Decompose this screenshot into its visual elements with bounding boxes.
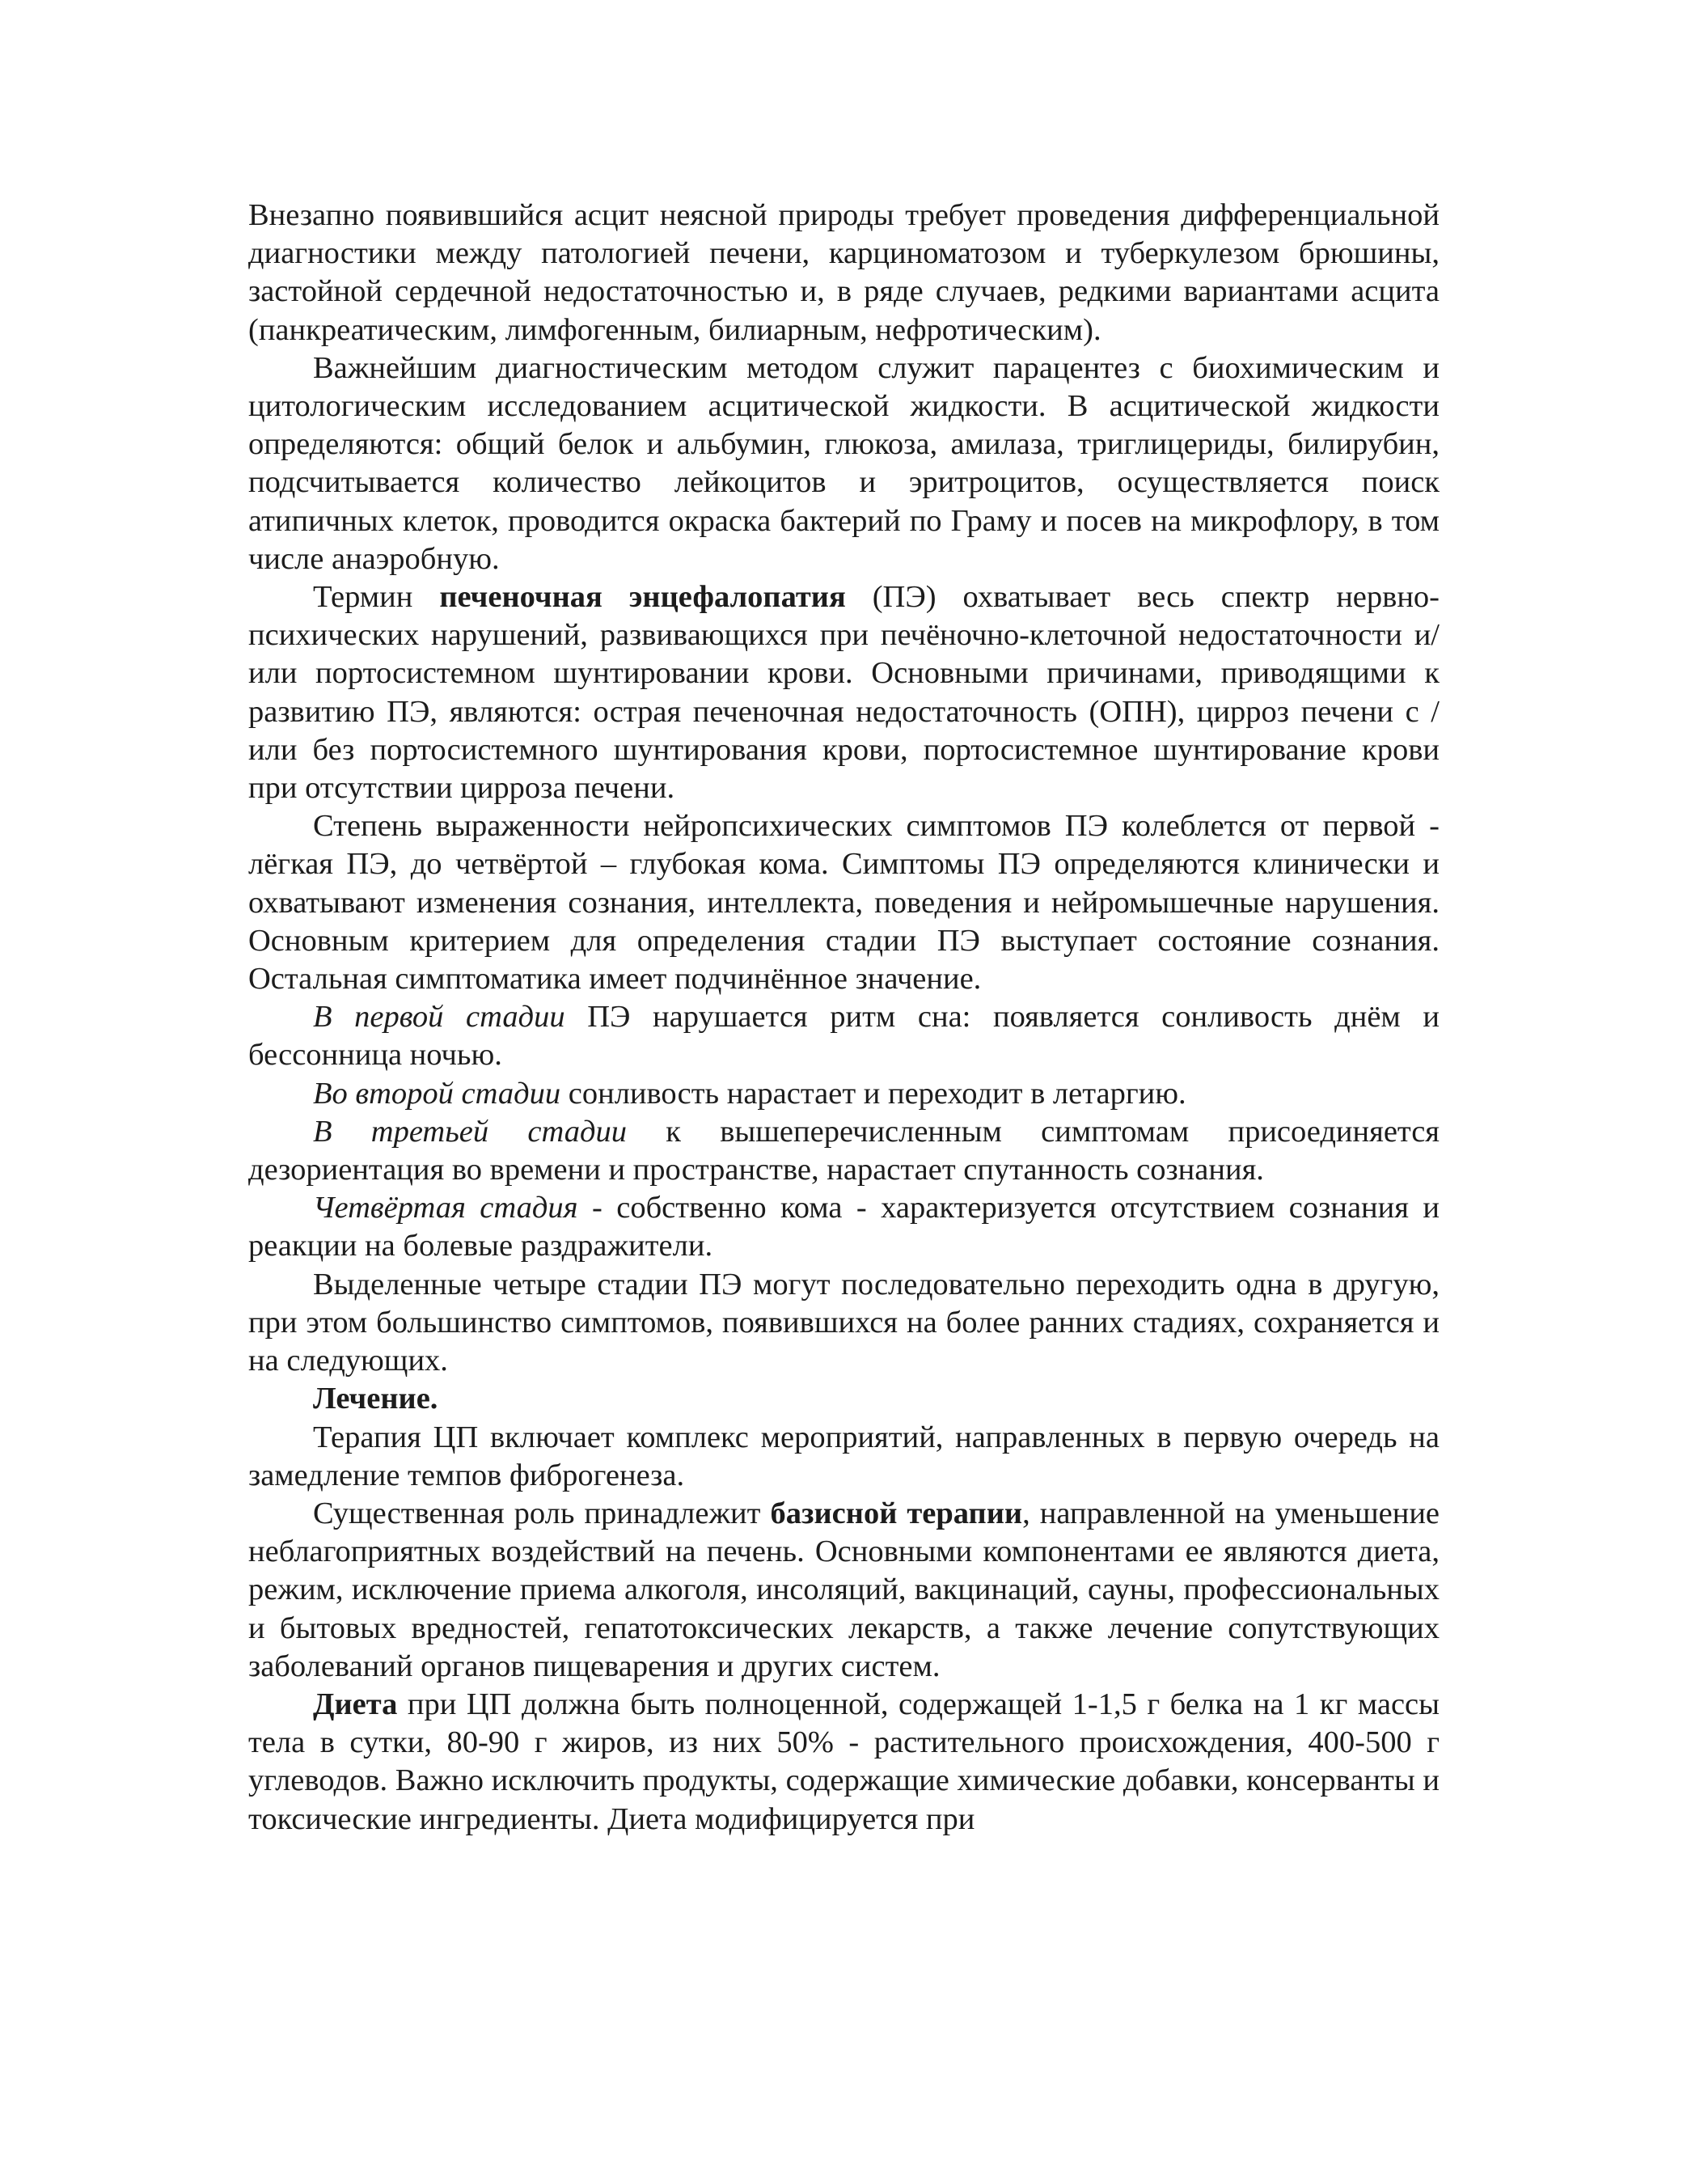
paragraph-therapy-overview bbox=[248, 1419, 1440, 1495]
paragraph-diet bbox=[248, 1686, 1440, 1839]
paragraph-text: при ЦП должна быть полноценной, содержащей 1-1,5 г белка на 1 кг массы тела в сутки, 80-90 г жиров, из них 50% - растительного происхождения, 400-500 г углеводов. Важно исключить продукты, содержащие химические добавки, консерванты и токсические ингредиенты. Диета модифицируется при bbox=[248, 1687, 1440, 1836]
paragraph-text: Выделенные четыре стадии ПЭ могут последовательно переходить одна в другую, при этом большинство симптомов, появившихся на более ранних стадиях, сохраняется и на следующих. bbox=[248, 1267, 1440, 1378]
paragraph-text: Существенная роль принадлежит bbox=[313, 1496, 771, 1530]
paragraph-stage-two bbox=[248, 1075, 1440, 1113]
paragraph-stage-four bbox=[248, 1189, 1440, 1265]
paragraph-text: к вышеперечисленным симптомам присоединяется дезориентация во времени и пространстве, нарастает спутанность сознания. bbox=[248, 1114, 1440, 1187]
paragraph-basic-therapy bbox=[248, 1495, 1440, 1686]
italic-stage-label: В третьей стадии bbox=[313, 1114, 627, 1149]
paragraph-text: сонливость нарастает и переходит в летаргию. bbox=[560, 1076, 1186, 1111]
paragraph-he-severity bbox=[248, 807, 1440, 998]
paragraph-text: , направленной на уменьшение неблагоприятных воздействий на печень. Основными компонентами ее являются диета, режим, исключение приема алкоголя, инсоляций, вакцинаций, сауны, профессиональных и бытовых вредностей, гепатотоксических лекарств, а также лечение сопутствующих заболеваний органов пищеварения и других систем. bbox=[248, 1496, 1440, 1683]
paragraph-stage-one bbox=[248, 998, 1440, 1074]
paragraph-text: Терапия ЦП включает комплекс мероприятий, направленных в первую очередь на замедление темпов фиброгенеза. bbox=[248, 1420, 1440, 1492]
paragraph-ascites-differential bbox=[248, 197, 1440, 349]
paragraph-text: - собственно кома - характеризуется отсутствием сознания и реакции на болевые раздражители. bbox=[248, 1191, 1440, 1263]
bold-term: Диета bbox=[313, 1687, 398, 1721]
italic-stage-label: В первой стадии bbox=[313, 1000, 565, 1035]
paragraph-stage-three bbox=[248, 1113, 1440, 1189]
paragraph-paracentesis bbox=[248, 349, 1440, 578]
paragraph-text: Внезапно появившийся асцит неясной природы требует проведения дифференциальной диагностики между патологией печени, карциноматозом и туберкулезом брюшины, застойной сердечной недостаточностью и, в ряде случаев, редкими вариантами асцита (панкреатическим, лимфогенным, билиарным, нефротическим). bbox=[248, 198, 1440, 347]
italic-stage-label: Четвёртая стадия bbox=[313, 1191, 578, 1225]
section-heading: Лечение. bbox=[313, 1382, 438, 1416]
paragraph-text: Степень выраженности нейропсихических симптомов ПЭ колеблется от первой - лёгкая ПЭ, до четвёртой – глубокая кома. Симптомы ПЭ определяются клинически и охватывают изменения сознания, интеллекта, поведения и нейромышечные нарушения. Основным критерием для определения стадии ПЭ выступает состояние сознания. Остальная симптоматика имеет подчинённое значение. bbox=[248, 809, 1440, 997]
paragraph-hepatic-encephalopathy-definition bbox=[248, 578, 1440, 807]
section-heading-treatment bbox=[248, 1380, 1440, 1418]
paragraph-text: (ПЭ) охватывает весь спектр нервно-психических нарушений, развивающихся при печёночно-клеточной недостаточности и/или портосистемном шунтировании крови. Основными причинами, приводящими к развитию ПЭ, являются: острая печеночная недостаточность (ОПН), цирроз печени с / или без портосистемного шунтирования крови, портосистемное шунтирование крови при отсутствии цирроза печени. bbox=[248, 580, 1440, 806]
paragraph-stage-progression bbox=[248, 1266, 1440, 1381]
italic-stage-label: Во второй стадии bbox=[313, 1076, 561, 1111]
paragraph-text: Термин bbox=[313, 580, 440, 615]
document-page bbox=[248, 197, 1440, 1839]
bold-term: печеночная энцефалопатия bbox=[439, 580, 846, 615]
paragraph-text: ПЭ нарушается ритм сна: появляется сонливость днём и бессонница ночью. bbox=[248, 1000, 1440, 1073]
bold-term: базисной терапии bbox=[770, 1496, 1023, 1530]
paragraph-text: Важнейшим диагностическим методом служит парацентез с биохимическим и цитологическим исследованием асцитической жидкости. В асцитической жидкости определяются: общий белок и альбумин, глюкоза, амилаза, триглицериды, билирубин, подсчитывается количество лейкоцитов и эритроцитов, осуществляется поиск атипичных клеток, проводится окраска бактерий по Граму и посев на микрофлору, в том числе анаэробную. bbox=[248, 350, 1440, 576]
